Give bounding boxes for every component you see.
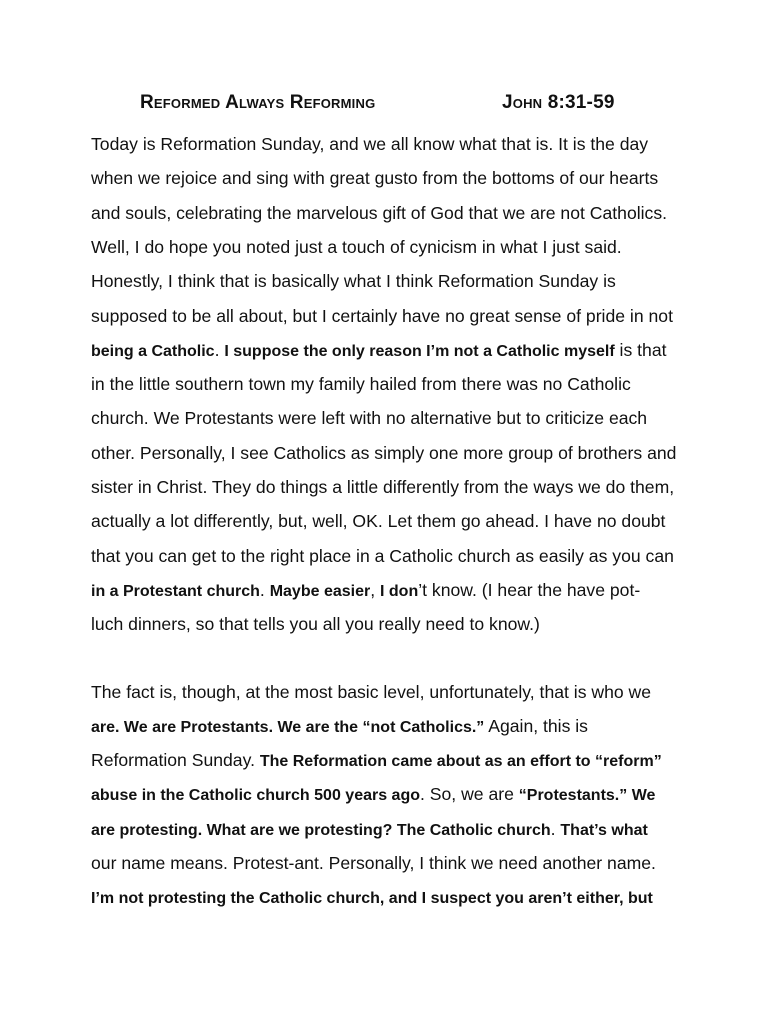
bold-text-run: I suppose the only reason I’m not a Catholic myself bbox=[224, 343, 615, 360]
text-run: sister in Christ. They do things a little differently from the ways we do them, bbox=[91, 477, 675, 497]
text-run: luch dinners, so that tells you all you really need to know.) bbox=[91, 614, 540, 634]
text-line bbox=[91, 401, 691, 435]
text-line bbox=[91, 127, 691, 161]
text-line bbox=[91, 333, 691, 367]
text-line bbox=[91, 299, 691, 333]
bold-text-run: being a Catholic bbox=[91, 343, 215, 360]
bold-text-run: I’m not protesting the Catholic church, and I suspect you aren’t either, but bbox=[91, 890, 653, 907]
text-line bbox=[91, 230, 691, 264]
bold-text-run: The Reformation came about as an effort to “reform” bbox=[259, 753, 662, 770]
text-run: Honestly, I think that is basically what I think Reformation Sunday is bbox=[91, 271, 616, 291]
bold-text-run: abuse in the Catholic church 500 years ago bbox=[91, 787, 420, 804]
text-run: actually a lot differently, but, well, OK. Let them go ahead. I have no doubt bbox=[91, 511, 666, 531]
text-run: The fact is, though, at the most basic level, unfortunately, that is who we bbox=[91, 682, 652, 702]
bold-text-run: “Protestants.” We bbox=[518, 787, 656, 804]
text-run: ’t know. (I hear the have pot- bbox=[418, 580, 641, 600]
text-run: . So, we are bbox=[420, 784, 519, 804]
scripture-reference: John 8:31-59 bbox=[502, 92, 615, 113]
text-line bbox=[91, 607, 691, 641]
text-run: that you can get to the right place in a Catholic church as easily as you can bbox=[91, 546, 674, 566]
text-line bbox=[91, 504, 691, 538]
text-line bbox=[91, 470, 691, 504]
text-line bbox=[91, 161, 691, 195]
text-run: and souls, celebrating the marvelous gift of God that we are not Catholics. bbox=[91, 203, 668, 223]
text-run: Reformation Sunday. bbox=[91, 750, 260, 770]
text-run: church. We Protestants were left with no alternative but to criticize each bbox=[91, 408, 648, 428]
text-run: , bbox=[370, 580, 380, 600]
bold-text-run: I don bbox=[380, 583, 419, 600]
text-line bbox=[91, 367, 691, 401]
text-line bbox=[91, 846, 691, 880]
text-line bbox=[91, 743, 691, 777]
text-run: Again, this is bbox=[484, 716, 588, 736]
text-run: . bbox=[259, 580, 270, 600]
bold-text-run: are. We are Protestants. We are the “not Catholics.” bbox=[91, 719, 485, 736]
sermon-title: Reformed Always Reforming bbox=[140, 92, 376, 113]
bold-text-run: are protesting. What are we protesting? The Catholic church bbox=[91, 822, 551, 839]
text-run: . bbox=[214, 340, 225, 360]
text-run: when we rejoice and sing with great gusto from the bottoms of our hearts bbox=[91, 168, 659, 188]
text-run: is that bbox=[614, 340, 667, 360]
text-line bbox=[91, 880, 691, 914]
text-run: other. Personally, I see Catholics as simply one more group of brothers and bbox=[91, 443, 677, 463]
text-run: supposed to be all about, but I certainly have no great sense of pride in not bbox=[91, 306, 673, 326]
text-run: our name means. Protest-ant. Personally, I think we need another name. bbox=[91, 853, 656, 873]
text-line bbox=[91, 812, 691, 846]
text-line bbox=[91, 777, 691, 811]
text-run: Well, I do hope you noted just a touch of cynicism in what I just said. bbox=[91, 237, 622, 257]
bold-text-run: in a Protestant church bbox=[91, 583, 260, 600]
text-line bbox=[91, 709, 691, 743]
document-header bbox=[140, 92, 660, 120]
text-line bbox=[91, 196, 691, 230]
text-line bbox=[91, 264, 691, 298]
text-run: . bbox=[550, 819, 561, 839]
bold-text-run: Maybe easier bbox=[269, 583, 371, 600]
text-run: Today is Reformation Sunday, and we all know what that is. It is the day bbox=[91, 134, 649, 154]
bold-text-run: That’s what bbox=[560, 822, 648, 839]
text-line bbox=[91, 573, 691, 607]
text-line bbox=[91, 675, 691, 709]
text-line bbox=[91, 539, 691, 573]
text-run: in the little southern town my family hailed from there was no Catholic bbox=[91, 374, 631, 394]
text-line bbox=[91, 436, 691, 470]
